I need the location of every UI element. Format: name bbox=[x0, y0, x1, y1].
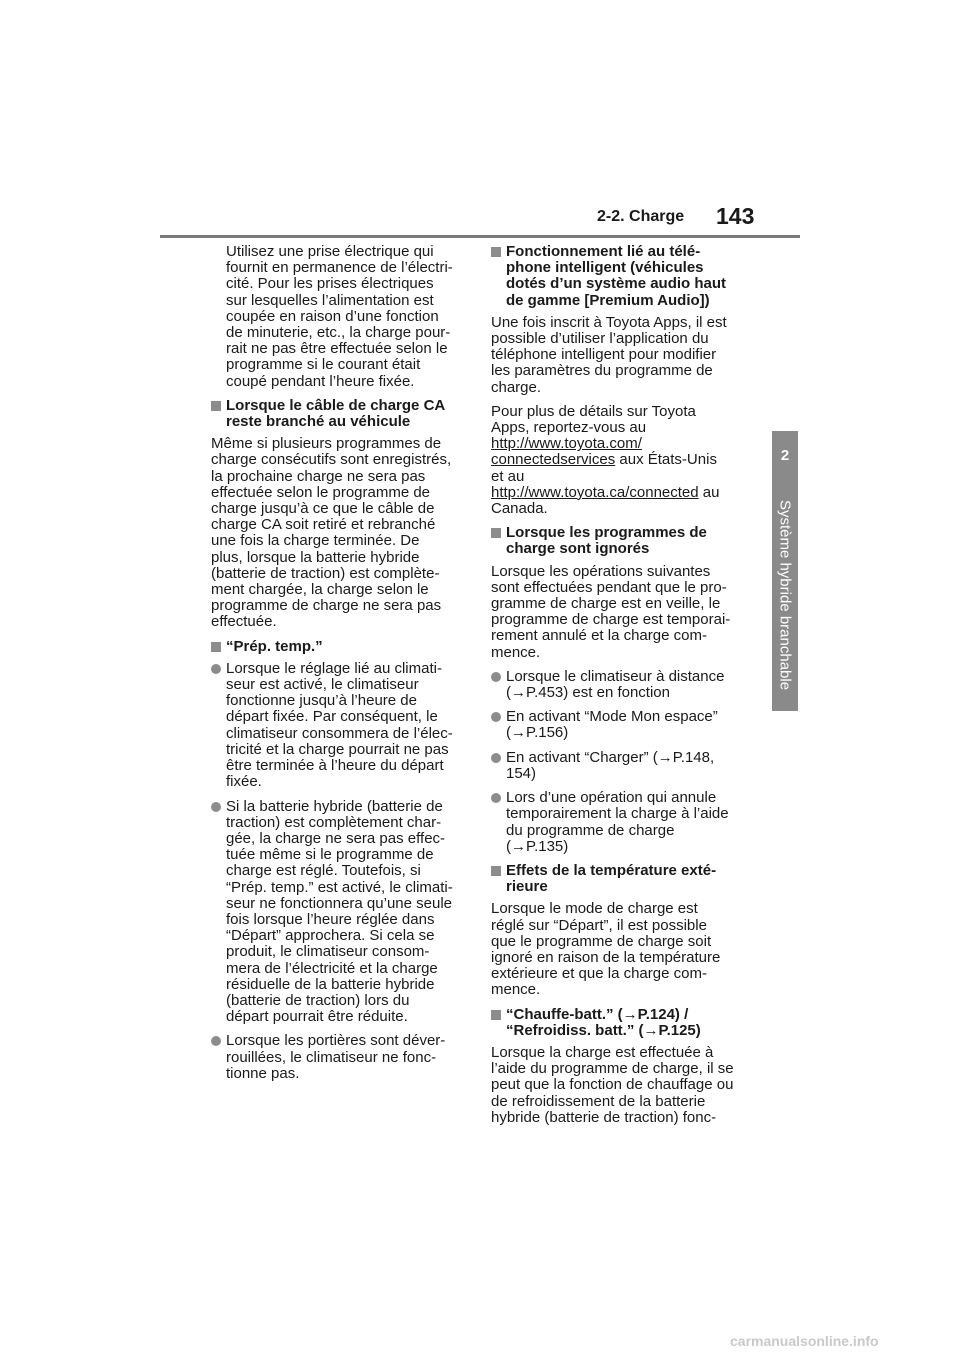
circle-bullet-icon bbox=[491, 753, 501, 763]
list-item bbox=[211, 661, 467, 791]
circle-bullet-icon bbox=[491, 793, 501, 803]
list-item-text: En activant “Mode Mon espace” (→P.156) bbox=[506, 708, 718, 742]
square-bullet-icon bbox=[491, 528, 501, 538]
paragraph: Lorsque les opérations suivantes sont effectuées pendant que le pro- gramme de charge est en veille, le programme de charge est temporai- rement annulé et la charge com- mence. bbox=[491, 562, 731, 661]
paragraph: Même si plusieurs programmes de charge consécutifs sont enregistrés, la prochaine charge ne sera pas effectuée selon le programme de charge jusqu’à ce que le câble de charge CA soit retiré et rebranché une fois la charge terminée. De plus, lorsque la batterie hybride (batterie de traction) est complète- ment chargée, la charge selon le programme de charge ne sera pas effectuée. bbox=[211, 435, 452, 631]
list-item bbox=[491, 709, 757, 741]
paragraph-with-links bbox=[491, 404, 757, 517]
text-span: aux États-Unis et au bbox=[491, 451, 717, 485]
paragraph: Lorsque le mode de charge est réglé sur “Départ”, il est possible que le programme de charge soit ignoré en raison de la température extérieure et que la charge com- mence. bbox=[491, 900, 721, 999]
section-heading bbox=[491, 1007, 757, 1039]
section-heading bbox=[491, 863, 757, 895]
left-column bbox=[211, 244, 467, 1090]
toyota-us-link[interactable]: http://www.toyota.com/ connectedservices bbox=[491, 435, 642, 469]
square-bullet-icon bbox=[491, 866, 501, 876]
heading-text: “Prép. temp.” bbox=[226, 637, 323, 655]
list-item-text: Lorsque le réglage lié au climati- seur est activé, le climatiseur fonctionne jusqu’à l’heure de départ fixée. Par conséquent, le climatiseur consommera de l’élec- tricité et la charge pourrait ne pas être terminée à l’heure du départ fixée. bbox=[226, 659, 453, 791]
list-item bbox=[491, 669, 757, 701]
square-bullet-icon bbox=[491, 1010, 501, 1020]
heading-text: “Chauffe-batt.” (→P.124) / “Refroidiss. batt.” (→P.125) bbox=[506, 1005, 701, 1039]
circle-bullet-icon bbox=[491, 672, 501, 682]
list-item-text: Lorsque le climatiseur à distance (→P.453) est en fonction bbox=[506, 667, 725, 702]
section-heading bbox=[211, 398, 467, 430]
square-bullet-icon bbox=[211, 401, 221, 411]
list-item-text: Lorsque les portières sont déver- rouillées, le climatiseur ne fonc- tionne pas. bbox=[226, 1032, 446, 1082]
text-span: Pour plus de détails sur Toyota Apps, reportez-vous au bbox=[491, 402, 696, 437]
heading-text: Fonctionnement lié au télé- phone intelligent (véhicules dotés d’un système audio haut de gamme [Premium Audio]) bbox=[506, 243, 727, 309]
paragraph: Utilisez une prise électrique qui fournit en permanence de l’électri- cité. Pour les prises électriques sur lesquelles l’alimentation est coupée en raison d’une fonction de minuterie, etc., la charge pour- rait ne pas être effectuée selon le programme si le courant était coupé pendant l’heure fixée. bbox=[226, 243, 453, 390]
section-heading bbox=[211, 639, 467, 655]
list-item-text: Si la batterie hybride (batterie de traction) est complètement char- gée, la charge ne sera pas effec- tuée même si le programme de charge est réglé. Toutefois, si “Prép. temp.” est activé, le climati- seur ne fonctionnera qu’une seule fois lorsque l’heure réglée dans “Départ” approchera. Si cela se produit, le climatiseur consom- mera de l’électricité et la charge résiduelle de la batterie hybride (batterie de traction) lors du départ pourrait être réduite. bbox=[226, 797, 453, 1026]
square-bullet-icon bbox=[211, 642, 221, 652]
right-column bbox=[491, 244, 757, 1134]
paragraph: Une fois inscrit à Toyota Apps, il est possible d’utiliser l’application du téléphone intelligent pour modifier les paramètres du programme de charge. bbox=[491, 313, 727, 396]
list-item bbox=[491, 750, 757, 782]
list-item bbox=[491, 790, 757, 855]
circle-bullet-icon bbox=[211, 1036, 221, 1046]
list-item bbox=[211, 1033, 467, 1082]
watermark: carmanualsonline.info bbox=[730, 1333, 879, 1349]
list-item-text: En activant “Charger” (→P.148, 154) bbox=[506, 748, 715, 782]
chapter-tab-label-wrap bbox=[772, 481, 798, 709]
heading-text: Effets de la température exté- rieure bbox=[506, 861, 717, 896]
list-item-text: Lors d’une opération qui annule temporairement la charge à l’aide du programme de charge (→P.135) bbox=[506, 789, 729, 855]
section-heading bbox=[491, 525, 757, 557]
circle-bullet-icon bbox=[211, 802, 221, 812]
square-bullet-icon bbox=[491, 247, 501, 257]
header-divider bbox=[160, 235, 800, 238]
chapter-tab-label: Système hybride branchable bbox=[776, 499, 794, 691]
circle-bullet-icon bbox=[211, 664, 221, 674]
heading-text: Lorsque les programmes de charge sont ignorés bbox=[506, 524, 707, 558]
circle-bullet-icon bbox=[491, 712, 501, 722]
chapter-tab-number: 2 bbox=[772, 431, 798, 479]
heading-text: Lorsque le câble de charge CA reste branché au véhicule bbox=[226, 396, 446, 431]
section-title: 2-2. Charge bbox=[597, 208, 685, 225]
page-number: 143 bbox=[716, 203, 755, 229]
text-span: au Canada. bbox=[491, 483, 720, 518]
list-item bbox=[211, 799, 467, 1026]
paragraph: Lorsque la charge est effectuée à l’aide du programme de charge, il se peut que la fonction de chauffage ou de refroidissement de la batterie hybride (batterie de traction) fonc- bbox=[491, 1043, 734, 1126]
toyota-ca-link[interactable]: http://www.toyota.ca/connected bbox=[491, 483, 699, 501]
section-heading bbox=[491, 244, 757, 309]
